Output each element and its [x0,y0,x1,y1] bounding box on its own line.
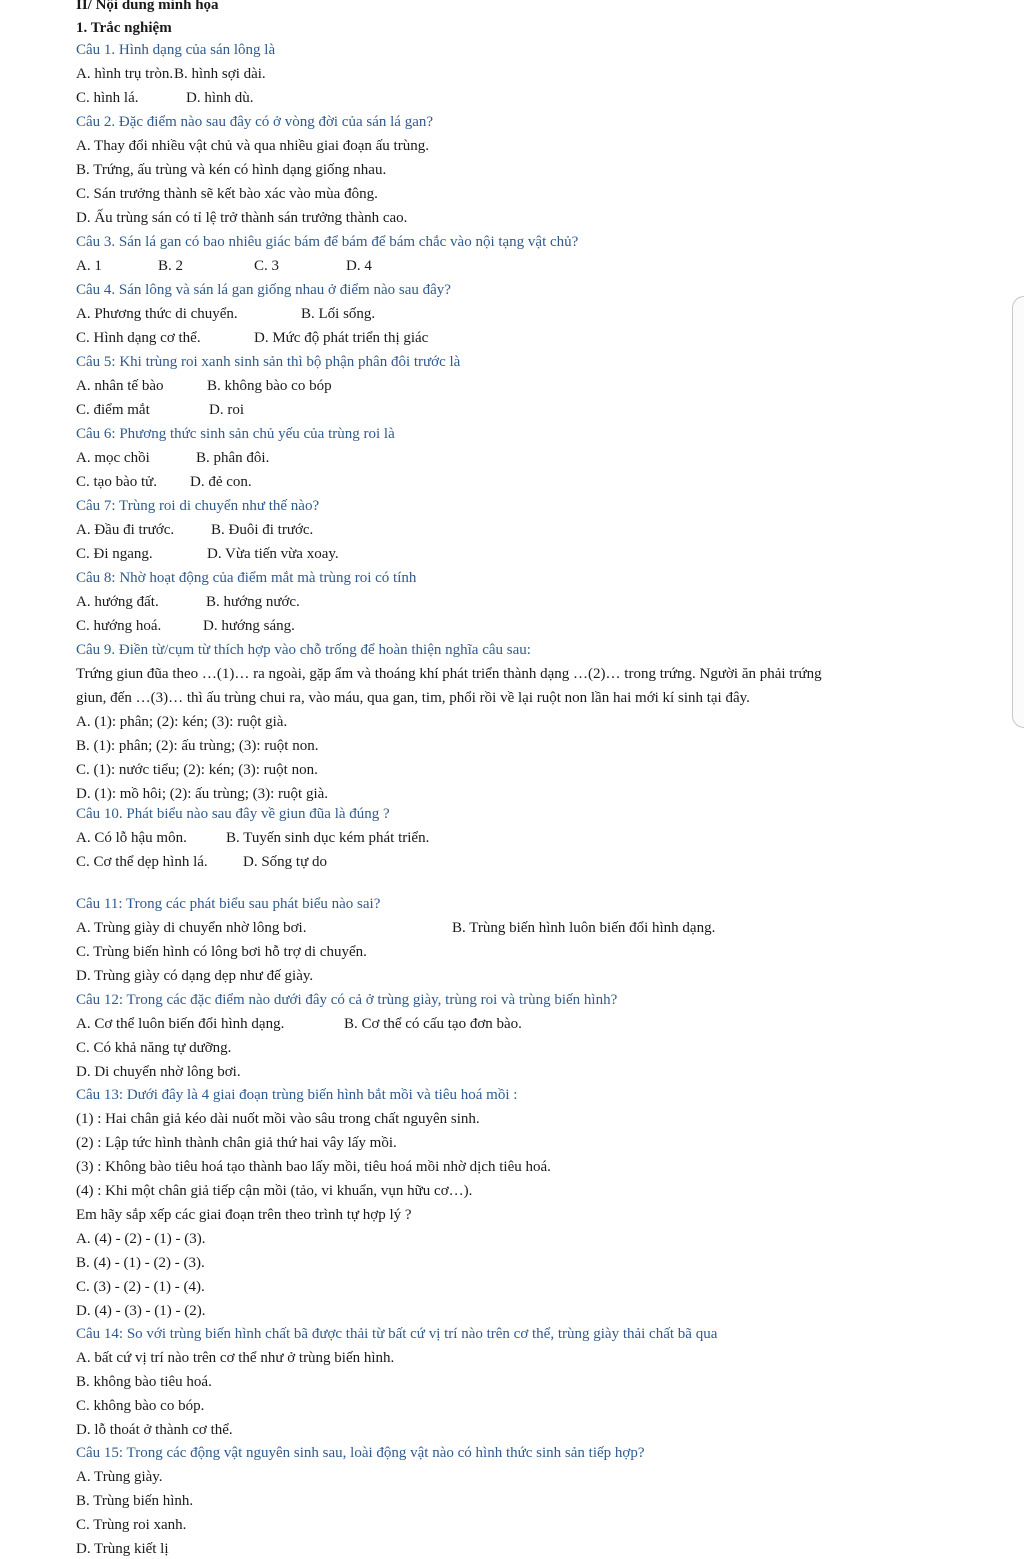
question-passage-line: (3) : Không bào tiêu hoá tạo thành bao lấy mồi, tiêu hoá mồi nhờ dịch tiêu hoá. [76,1159,551,1175]
answer-option: B. 2 [158,258,184,274]
answer-option: C. Sán trưởng thành sẽ kết bào xác vào mùa đông. [76,186,378,202]
answer-option: B. Cơ thể có cấu tạo đơn bào. [344,1016,522,1032]
question-text: Câu 11: Trong các phát biểu sau phát biểu nào sai? [76,896,381,912]
answer-option: D. roi [209,402,244,418]
answer-option: C. Hình dạng cơ thể. [76,330,201,346]
question-text: Câu 3. Sán lá gan có bao nhiêu giác bám để bám để bám chắc vào nội tạng vật chủ? [76,234,579,250]
answer-option: D. hình dù. [186,90,254,106]
question-text: Câu 9. Điền từ/cụm từ thích hợp vào chỗ trống để hoàn thiện nghĩa câu sau: [76,642,531,658]
section-title: II/ Nội dung minh họa [76,0,219,13]
answer-option: A. Có lỗ hậu môn. [76,830,187,846]
answer-option: A. Cơ thể luôn biến đổi hình dạng. [76,1016,285,1032]
answer-option: B. Trứng, ấu trùng và kén có hình dạng giống nhau. [76,162,387,178]
answer-option: B. Tuyến sinh dục kém phát triển. [226,830,430,846]
answer-option: D. Sống tự do [243,854,327,870]
answer-option: A. bất cứ vị trí nào trên cơ thể như ở trùng biến hình. [76,1350,395,1366]
answer-option: C. điểm mắt [76,402,150,418]
answer-option: A. 1 [76,258,102,274]
answer-option: C. (1): nước tiểu; (2): kén; (3): ruột non. [76,762,318,778]
question-passage-line: (2) : Lập tức hình thành chân giả thứ hai vây lấy mồi. [76,1135,397,1151]
scrollbar[interactable] [1012,296,1024,728]
question-passage-line: (1) : Hai chân giả kéo dài nuốt mồi vào sâu trong chất nguyên sinh. [76,1111,480,1127]
question-text: Câu 6: Phương thức sinh sản chủ yếu của trùng roi là [76,426,395,442]
answer-option: D. 4 [346,258,372,274]
answer-option: B. (4) - (1) - (2) - (3). [76,1255,205,1271]
answer-option: D. Di chuyển nhờ lông bơi. [76,1064,241,1080]
answer-option: A. (1): phân; (2): kén; (3): ruột già. [76,714,288,730]
answer-option: A. Đầu đi trước. [76,522,175,538]
answer-option: B. không bào co bóp [207,378,332,394]
answer-option: A. Thay đổi nhiều vật chủ và qua nhiều giai đoạn ấu trùng. [76,138,429,154]
question-passage-line: giun, đến …(3)… thì ấu trùng chui ra, vào máu, qua gan, tim, phổi rồi về lại ruột non lần hai mới kí sinh tại đây. [76,690,750,706]
answer-option: D. (1): mồ hôi; (2): ấu trùng; (3): ruột già. [76,786,329,802]
answer-option: C. Trùng biến hình có lông bơi hỗ trợ di chuyển. [76,944,367,960]
answer-option: C. Có khả năng tự dưỡng. [76,1040,232,1056]
answer-option: C. 3 [254,258,280,274]
question-text: Câu 10. Phát biểu nào sau đây về giun đũa là đúng ? [76,806,390,822]
answer-option: C. không bào co bóp. [76,1398,205,1414]
question-text: Câu 8: Nhờ hoạt động của điểm mắt mà trùng roi có tính [76,570,417,586]
answer-option: A. hướng đất. [76,594,159,610]
answer-option: D. Vừa tiến vừa xoay. [207,546,339,562]
question-text: Câu 1. Hình dạng của sán lông là [76,42,276,58]
answer-option: B. hình sợi dài. [174,66,266,82]
answer-option: A. Phương thức di chuyển. [76,306,238,322]
answer-option: D. Mức độ phát triển thị giác [254,330,429,346]
question-passage-line: Em hãy sắp xếp các giai đoạn trên theo trình tự hợp lý ? [76,1207,412,1223]
answer-option: B. (1): phân; (2): ấu trùng; (3): ruột non. [76,738,319,754]
answer-option: D. (4) - (3) - (1) - (2). [76,1303,206,1319]
answer-option: B. không bào tiêu hoá. [76,1374,212,1390]
question-text: Câu 15: Trong các động vật nguyên sinh sau, loài động vật nào có hình thức sinh sản tiếp hợp? [76,1445,645,1461]
question-passage-line: (4) : Khi một chân giả tiếp cận mồi (tảo, vi khuẩn, vụn hữu cơ…). [76,1183,473,1199]
answer-option: D. đẻ con. [190,474,252,490]
answer-option: C. tạo bào tử. [76,474,158,490]
subsection-title: 1. Trắc nghiệm [76,20,172,36]
answer-option: B. Đuôi đi trước. [211,522,314,538]
answer-option: B. hướng nước. [206,594,300,610]
answer-option: B. phân đôi. [196,450,270,466]
answer-option: D. hướng sáng. [203,618,295,634]
answer-option: B. Lối sống. [301,306,376,322]
answer-option: D. lỗ thoát ở thành cơ thể. [76,1422,233,1438]
question-passage-line: Trứng giun đũa theo …(1)… ra ngoài, gặp ẩm và thoáng khí phát triển thành dạng …(2)… trong trứng. Người ăn phải trứng [76,666,822,682]
answer-option: B. Trùng biến hình luôn biến đổi hình dạng. [452,920,716,936]
question-text: Câu 13: Dưới đây là 4 giai đoạn trùng biến hình bắt mồi và tiêu hoá mồi : [76,1087,518,1103]
question-text: Câu 2. Đặc điểm nào sau đây có ở vòng đời của sán lá gan? [76,114,434,130]
answer-option: C. Trùng roi xanh. [76,1517,187,1533]
answer-option: D. Trùng giày có dạng dẹp như đế giày. [76,968,314,984]
answer-option: D. Ấu trùng sán có tỉ lệ trở thành sán trưởng thành cao. [76,210,408,226]
question-text: Câu 4. Sán lông và sán lá gan giống nhau ở điểm nào sau đây? [76,282,451,298]
answer-option: A. Trùng giày di chuyển nhờ lông bơi. [76,920,307,936]
answer-option: A. Trùng giày. [76,1469,163,1485]
question-text: Câu 7: Trùng roi di chuyển như thế nào? [76,498,320,514]
answer-option: D. Trùng kiết lị [76,1541,169,1557]
answer-option: C. Cơ thể dẹp hình lá. [76,854,208,870]
answer-option: C. hình lá. [76,90,139,106]
answer-option: A. nhân tế bào [76,378,164,394]
answer-option: C. hướng hoá. [76,618,162,634]
answer-option: A. hình trụ tròn. [76,66,174,82]
question-text: Câu 14: So với trùng biến hình chất bã được thải từ bất cứ vị trí nào trên cơ thể, trùng giày thải chất bã qua [76,1326,718,1342]
answer-option: A. mọc chồi [76,450,150,466]
answer-option: C. (3) - (2) - (1) - (4). [76,1279,205,1295]
answer-option: A. (4) - (2) - (1) - (3). [76,1231,206,1247]
question-text: Câu 5: Khi trùng roi xanh sinh sản thì bộ phận phân đôi trước là [76,354,461,370]
answer-option: C. Đi ngang. [76,546,153,562]
answer-option: B. Trùng biến hình. [76,1493,194,1509]
question-text: Câu 12: Trong các đặc điểm nào dưới đây có cả ở trùng giày, trùng roi và trùng biến hình? [76,992,618,1008]
